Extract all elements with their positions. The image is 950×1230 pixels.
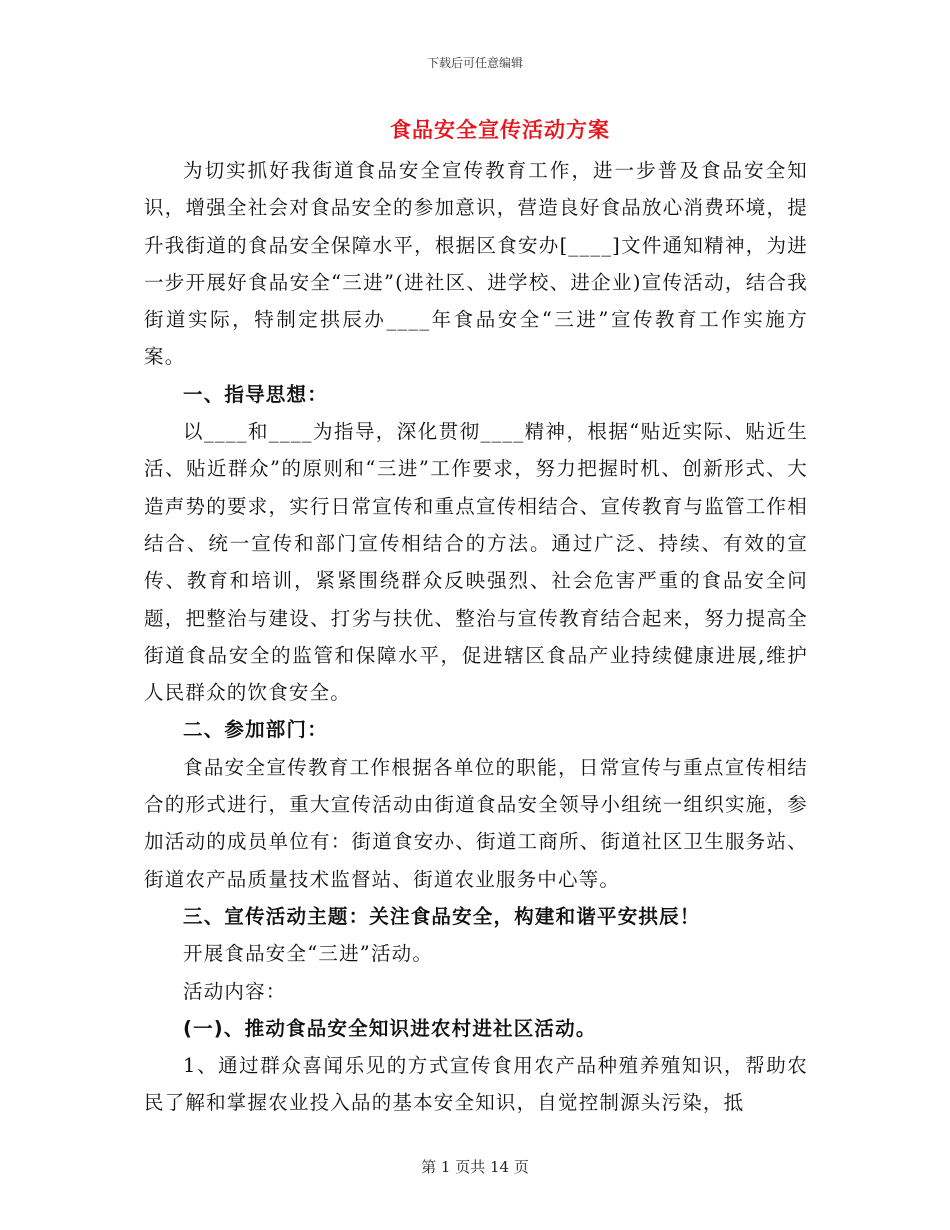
intro-paragraph: 为切实抓好我街道食品安全宣传教育工作，进一步普及食品安全知识，增强全社会对食品安全的参加意识，营造良好食品放心消费环境，提升我街道的食品安全保障水平，根据区食安办[____]文件通知精神，为进一步开展好食品安全“三进”(进社区、进学校、进企业)宣传活动，结合我街道实际，特制定拱辰办____年食品安全“三进”宣传教育工作实施方案。 xyxy=(144,159,808,369)
section-3-heading: 三、宣传活动主题：关注食品安全，构建和谐平安拱辰！ xyxy=(183,904,701,928)
section-3-line-1: 开展食品安全“三进”活动。 xyxy=(183,942,434,966)
document-title: 食品安全宣传活动方案 xyxy=(390,118,610,142)
page-number-footer: 第 1 页共 14 页 xyxy=(421,1158,529,1176)
document-body xyxy=(144,152,808,1122)
header-note: 下载后可任意编辑 xyxy=(426,56,523,70)
section-3-item-1: 1、通过群众喜闻乐见的方式宣传食用农产品种殖养殖知识，帮助农民了解和掌握农业投入品的基本安全知识，自觉控制源头污染，抵 xyxy=(144,1054,808,1115)
section-1-body: 以____和____为指导，深化贯彻____精神，根据“贴近实际、贴近生活、贴近群众”的原则和“三进”工作要求，努力把握时机、创新形式、大造声势的要求，实行日常宣传和重点宣传相结合、宣传教育与监管工作相结合、统一宣传和部门宣传相结合的方法。通过广泛、持续、有效的宣传、教育和培训，紧紧围绕群众反映强烈、社会危害严重的食品安全问题，把整治与建设、打劣与扶优、整治与宣传教育结合起来，努力提高全街道食品安全的监管和保障水平，促进辖区食品产业持续健康进展,维护人民群众的饮食安全。 xyxy=(144,420,808,705)
section-2-body: 食品安全宣传教育工作根据各单位的职能，日常宣传与重点宣传相结合的形式进行，重大宣传活动由街道食品安全领导小组统一组织实施，参加活动的成员单位有：街道食安办、街道工商所、街道社区卫生服务站、街道农产品质量技术监督站、街道农业服务中心等。 xyxy=(144,755,808,891)
section-1-heading: 一、指导思想： xyxy=(183,382,328,406)
section-3-line-2: 活动内容： xyxy=(183,979,287,1003)
section-3-sub-heading: (一)、推动食品安全知识进农村进社区活动。 xyxy=(183,1016,597,1040)
section-2-heading: 二、参加部门： xyxy=(183,718,328,742)
